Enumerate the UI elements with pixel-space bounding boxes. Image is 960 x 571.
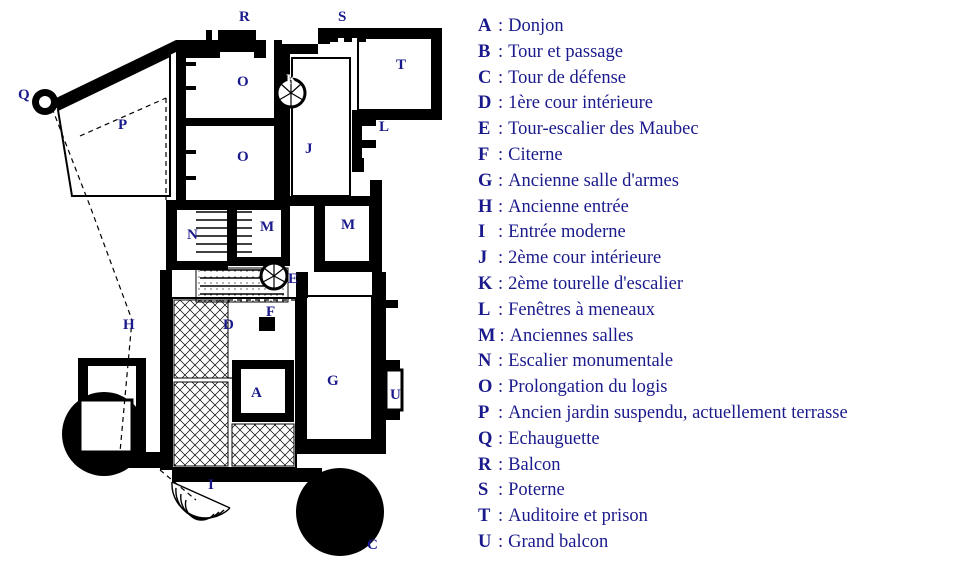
legend-separator: : xyxy=(498,531,504,552)
legend-separator: : xyxy=(498,299,504,320)
legend-separator: : xyxy=(498,402,504,423)
legend-separator: : xyxy=(498,248,504,269)
legend-key: C xyxy=(478,67,492,88)
legend-separator: : xyxy=(498,196,504,217)
plan-label: S xyxy=(338,9,347,25)
legend-item xyxy=(478,143,956,169)
legend-item xyxy=(478,530,956,556)
plan-label: Q xyxy=(18,87,30,103)
plan-label: H xyxy=(123,317,135,333)
legend-key: N xyxy=(478,351,492,372)
legend-item xyxy=(478,324,956,350)
plan-label: M xyxy=(341,217,356,233)
legend-label: Balcon xyxy=(508,454,561,475)
legend-item xyxy=(478,40,956,66)
legend-key: S xyxy=(478,480,489,501)
plan-label: A xyxy=(251,385,262,401)
plan-label: G xyxy=(327,373,339,389)
legend-separator: : xyxy=(498,67,504,88)
legend-label: 2ème cour intérieure xyxy=(508,248,662,269)
legend-item xyxy=(478,427,956,453)
plan-label: J xyxy=(305,141,313,157)
legend-label: Donjon xyxy=(508,16,564,36)
legend-label: Echauguette xyxy=(508,428,600,449)
legend-item xyxy=(478,14,956,40)
legend-item xyxy=(478,453,956,479)
legend-key: A xyxy=(478,16,492,36)
legend-label: 2ème tourelle d'escalier xyxy=(508,273,684,294)
legend-separator: : xyxy=(498,119,504,140)
legend-key: H xyxy=(478,196,493,217)
plan-label: E xyxy=(288,271,299,287)
plan-tower-interiors xyxy=(39,96,132,452)
legend-list xyxy=(478,14,956,556)
legend-label: Escalier monumentale xyxy=(508,351,674,372)
legend-item xyxy=(478,401,956,427)
plan-label: F xyxy=(266,304,276,320)
plan-label: D xyxy=(223,317,234,333)
legend-separator: : xyxy=(498,351,504,372)
legend-label: 1ère cour intérieure xyxy=(508,93,653,114)
legend-label: Prolongation du logis xyxy=(508,377,668,398)
legend-label: Ancienne entrée xyxy=(508,196,629,217)
legend-key: F xyxy=(478,144,490,165)
legend-key: K xyxy=(478,273,493,294)
legend-key: B xyxy=(478,41,491,62)
legend-separator: : xyxy=(498,170,504,191)
legend-label: Citerne xyxy=(508,144,563,165)
legend-item xyxy=(478,91,956,117)
legend-label: Grand balcon xyxy=(508,531,609,552)
plan-label: B xyxy=(97,422,108,438)
legend-separator: : xyxy=(498,222,504,243)
plan-label: O xyxy=(237,149,249,165)
legend-item xyxy=(478,117,956,143)
legend-separator: : xyxy=(498,41,504,62)
legend-label: Ancienne salle d'armes xyxy=(508,170,679,191)
legend-separator: : xyxy=(498,144,504,165)
legend-key: L xyxy=(478,299,491,320)
legend-item xyxy=(478,169,956,195)
legend-label: Tour et passage xyxy=(508,41,623,62)
legend-key: E xyxy=(478,119,491,140)
legend-key: P xyxy=(478,402,490,423)
legend-label: Entrée moderne xyxy=(508,222,626,243)
legend-separator: : xyxy=(498,377,504,398)
legend-key: T xyxy=(478,506,491,527)
plan-label: C xyxy=(367,537,378,553)
legend-item xyxy=(478,246,956,272)
legend-key: U xyxy=(478,531,492,552)
plan-label: M xyxy=(260,219,275,235)
legend-item xyxy=(478,272,956,298)
legend-key: R xyxy=(478,454,492,475)
legend-item xyxy=(478,375,956,401)
legend-item xyxy=(478,298,956,324)
plan-label: U xyxy=(390,387,401,403)
legend-label: Tour-escalier des Maubec xyxy=(508,119,699,140)
legend-separator: : xyxy=(498,506,504,527)
legend-key: M xyxy=(478,325,496,346)
castle-plan-drawing xyxy=(0,0,470,571)
plan-label: L xyxy=(379,119,390,135)
plan-label: N xyxy=(187,227,198,243)
legend-key: I xyxy=(478,222,486,243)
legend-label: Fenêtres à meneaux xyxy=(508,299,656,320)
legend-item xyxy=(478,195,956,221)
plan-label: T xyxy=(396,57,407,73)
legend-item xyxy=(478,349,956,375)
legend-key: O xyxy=(478,377,493,398)
legend-separator: : xyxy=(498,16,504,36)
legend-separator: : xyxy=(498,454,504,475)
legend-key: D xyxy=(478,93,492,114)
legend-key: G xyxy=(478,170,493,191)
legend-label: Anciennes salles xyxy=(509,325,634,346)
plan-label: I xyxy=(208,477,214,493)
legend-item xyxy=(478,504,956,530)
plan-label: O xyxy=(237,74,249,90)
plan-svg xyxy=(0,0,470,571)
plan-label: P xyxy=(118,117,128,133)
legend-label: Auditoire et prison xyxy=(508,506,648,527)
legend-item xyxy=(478,220,956,246)
legend-item xyxy=(478,478,956,504)
legend-label: Ancien jardin suspendu, actuellement terrasse xyxy=(508,402,848,423)
legend-key: J xyxy=(478,248,488,269)
legend-separator: : xyxy=(499,325,505,346)
legend-separator: : xyxy=(498,428,504,449)
legend-separator: : xyxy=(498,273,504,294)
plan-label: R xyxy=(239,9,250,25)
legend-label: Tour de défense xyxy=(508,67,627,88)
legend-separator: : xyxy=(498,480,504,501)
legend-separator: : xyxy=(498,93,504,114)
legend-key: Q xyxy=(478,428,493,449)
plan-label: K xyxy=(286,72,298,88)
legend-label: Poterne xyxy=(508,480,565,501)
legend-item xyxy=(478,66,956,92)
